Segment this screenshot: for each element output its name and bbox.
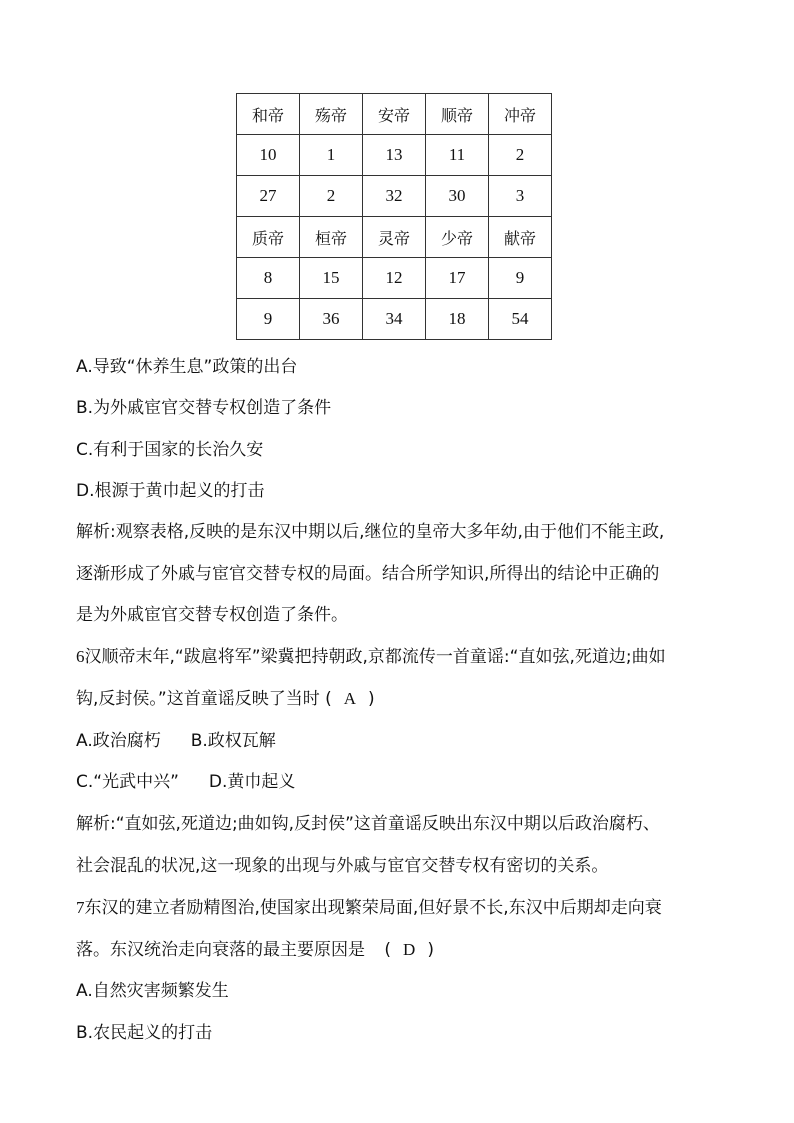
q5-option-a: A.导致“休养生息”政策的出台 [76, 357, 298, 377]
q5-analysis-line: 是为外戚宦官交替专权创造了条件。 [76, 605, 348, 625]
q7-option-a: A.自然灾害频繁发生 [76, 981, 229, 1001]
table-cell: 27 [237, 176, 300, 217]
q5-option-d: D.根源于黄巾起义的打击 [76, 481, 265, 501]
q6-paren-close: ) [368, 689, 375, 709]
table-cell: 36 [300, 299, 363, 340]
table-row [237, 94, 552, 135]
table-cell: 54 [489, 299, 552, 340]
table-cell: 15 [300, 258, 363, 299]
table-cell: 10 [237, 135, 300, 176]
q6-option-a: A.政治腐朽 [76, 731, 161, 751]
table-cell: 8 [237, 258, 300, 299]
table-row [237, 217, 552, 258]
table-cell: 2 [489, 135, 552, 176]
table-cell: 献帝 [489, 217, 552, 258]
table-cell: 和帝 [237, 94, 300, 135]
q7-stem [76, 898, 662, 918]
q5-option-c: C.有利于国家的长治久安 [76, 440, 264, 460]
q5-option-b: B.为外戚宦官交替专权创造了条件 [76, 398, 332, 418]
table-cell: 12 [363, 258, 426, 299]
table-cell: 顺帝 [426, 94, 489, 135]
q7-answer: D [403, 940, 416, 959]
table-row [237, 299, 552, 340]
q7-paren-open: ( [384, 940, 392, 960]
table-cell: 17 [426, 258, 489, 299]
table-cell: 殇帝 [300, 94, 363, 135]
table-row [237, 135, 552, 176]
q7-paren-close: ) [427, 940, 434, 960]
table-row [237, 176, 552, 217]
table-cell: 11 [426, 135, 489, 176]
table-cell: 32 [363, 176, 426, 217]
table-cell: 30 [426, 176, 489, 217]
q7-stem-text: 落。东汉统治走向衰落的最主要原因是 [76, 940, 365, 960]
q6-answer: A [343, 689, 357, 708]
table-cell: 冲帝 [489, 94, 552, 135]
table-cell: 9 [237, 299, 300, 340]
q7-stem-text: 东汉的建立者励精图治,使国家出现繁荣局面,但好景不长,东汉中后期却走向衰 [84, 898, 662, 918]
table-cell: 3 [489, 176, 552, 217]
q6-stem-cont [76, 689, 375, 709]
q7-number: 7 [76, 898, 85, 917]
table-cell: 9 [489, 258, 552, 299]
table-cell: 2 [300, 176, 363, 217]
table-cell: 灵帝 [363, 217, 426, 258]
table-cell: 18 [426, 299, 489, 340]
table-cell: 桓帝 [300, 217, 363, 258]
q6-stem-text: 钩,反封侯。”这首童谣反映了当时 [76, 689, 320, 709]
q6-stem-text: 汉顺帝末年,“跋扈将军”梁冀把持朝政,京都流传一首童谣:“直如弦,死道边;曲如 [84, 647, 666, 667]
table-row [237, 258, 552, 299]
q5-analysis-line: 解析:观察表格,反映的是东汉中期以后,继位的皇帝大多年幼,由于他们不能主政, [76, 522, 665, 542]
q6-option-d: D.黄巾起义 [208, 772, 296, 792]
q6-number: 6 [76, 647, 85, 666]
emperor-age-table [236, 93, 552, 340]
q7-stem-cont [76, 940, 434, 960]
q6-analysis-line: 解析:“直如弦,死道边;曲如钩,反封侯”这首童谣反映出东汉中期以后政治腐朽、 [76, 814, 660, 834]
table-cell: 13 [363, 135, 426, 176]
table-cell: 1 [300, 135, 363, 176]
q6-options-row [76, 772, 295, 792]
q5-analysis-line: 逐渐形成了外戚与宦官交替专权的局面。结合所学知识,所得出的结论中正确的 [76, 564, 660, 584]
q6-option-c: C.“光武中兴” [76, 772, 179, 792]
q6-analysis-line: 社会混乱的状况,这一现象的出现与外戚与宦官交替专权有密切的关系。 [76, 856, 609, 876]
table-cell: 少帝 [426, 217, 489, 258]
q6-option-b: B.政权瓦解 [190, 731, 276, 751]
table-cell: 34 [363, 299, 426, 340]
q6-paren-open: ( [325, 689, 332, 709]
q7-option-b: B.农民起义的打击 [76, 1023, 213, 1043]
q6-stem [76, 647, 666, 667]
q6-options-row [76, 731, 276, 751]
table-cell: 质帝 [237, 217, 300, 258]
table-cell: 安帝 [363, 94, 426, 135]
